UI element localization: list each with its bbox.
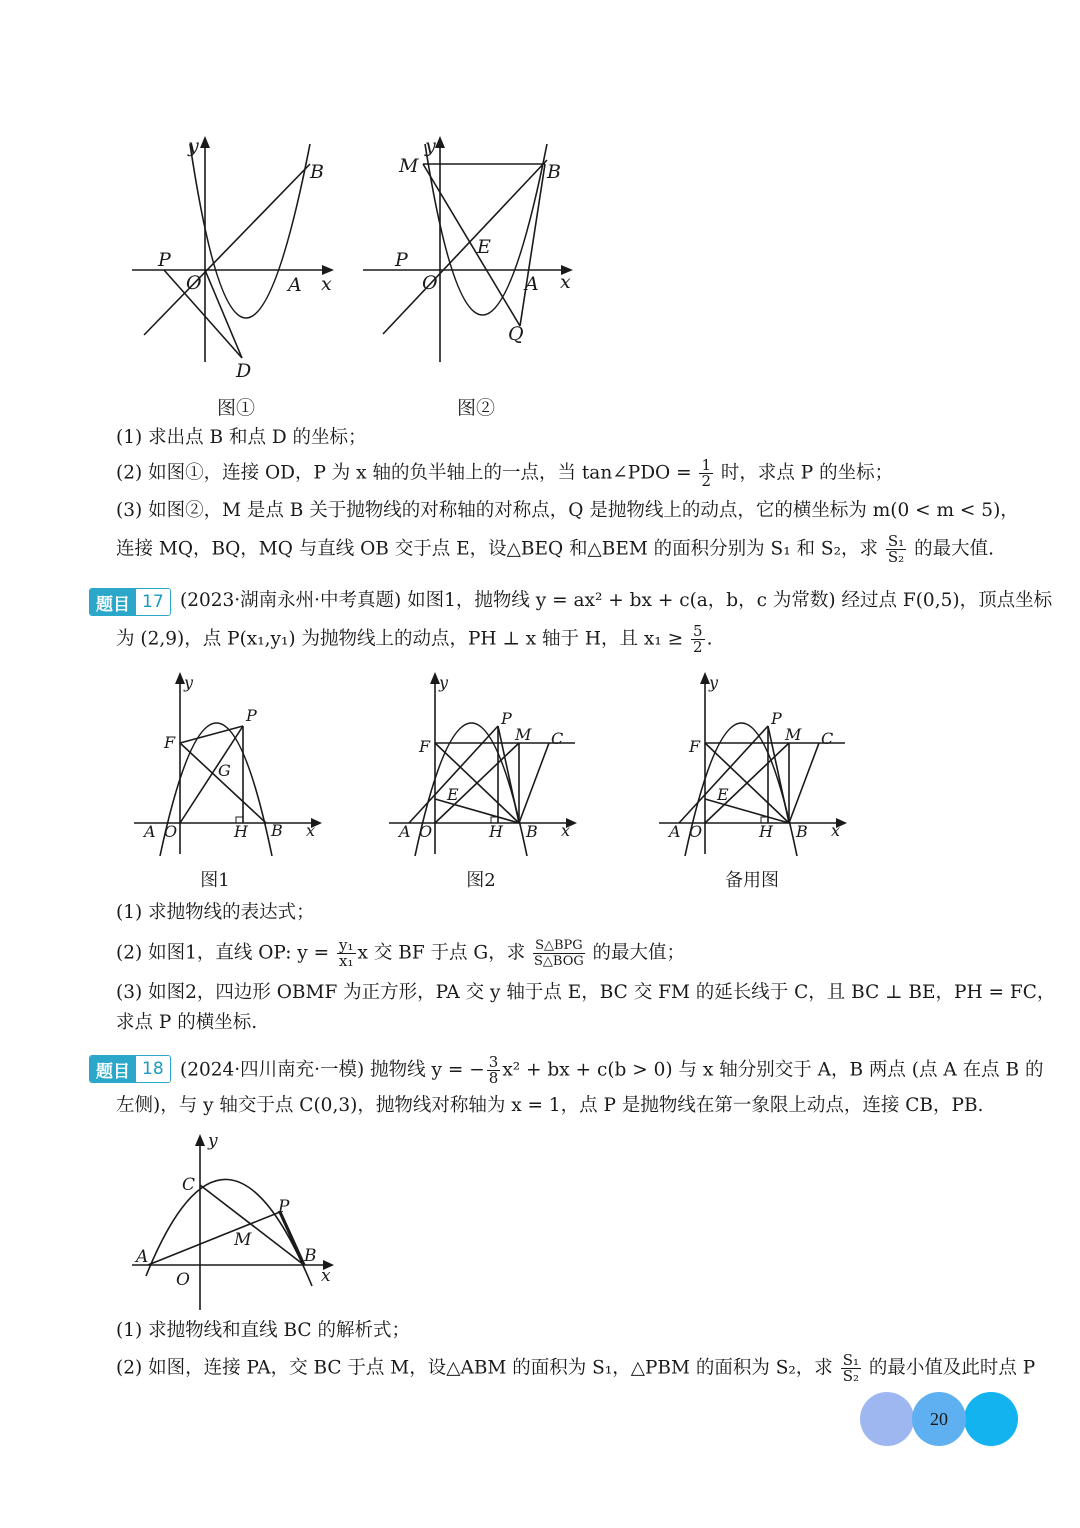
p16-q2: (2) 如图①，连接 OD，P 为 x 轴的负半轴上的一点，当 tan∠PDO = $\frac{1}{2}$ 时，求点 P 的坐标； [116,456,894,490]
label-O: O [186,272,202,294]
label-B: B [547,161,561,183]
label-P: P [395,249,408,271]
label-x: x [561,821,571,840]
label-B: B [304,1246,317,1266]
label-Q: Q [508,323,524,345]
label-O: O [689,822,703,841]
label-y: y [184,673,194,692]
label-E: E [477,236,491,258]
caption-fig-2: 图② [456,397,495,419]
label-A: A [669,822,681,841]
label-O: O [164,822,178,841]
label-G: G [218,761,231,780]
label-C: C [821,729,834,748]
p18-q2: (2) 如图，连接 PA，交 BC 于点 M，设△ABM 的面积为 S₁，△PBM 的面积为 S₂，求 $\frac{\text{S₁}}{\text{S₂}}$ 的最小值及此时点 P [116,1351,1036,1385]
label-E: E [717,785,729,804]
label-M: M [234,1230,252,1250]
label-A: A [136,1247,149,1267]
segment-MQ [423,164,520,326]
p18-line1: (2024·四川南充·一模) 抛物线 y = − $\frac{3}{8}$ x² + bx + c(b > 0) 与 x 轴分别交于 A，B 两点 (点 A 在点 B 的 [180,1053,1044,1087]
label-x: x [321,273,332,295]
segment-PB [280,1212,304,1265]
label-x: x [831,821,841,840]
label-M: M [399,155,419,177]
figure-17-2 [385,668,585,860]
label-A: A [525,273,539,295]
label-H: H [489,822,503,841]
label-B: B [526,822,538,841]
label-M: M [785,725,802,744]
figure-17-1 [130,668,330,860]
label-P: P [278,1197,290,1217]
p17-line1: (2023·湖南永州·中考真题) 如图1，抛物线 y = ax² + bx + c(a，b，c 为常数) 经过点 F(0,5)，顶点坐标 [180,590,1053,611]
label-O: O [419,822,433,841]
segment-BQ [520,164,545,326]
label-D: D [236,360,252,382]
label-B: B [796,822,808,841]
figure-18 [128,1128,343,1314]
label-O: O [176,1270,190,1290]
page-number-badge [860,1390,1020,1446]
label-H: H [234,822,248,841]
label-y: y [208,1131,218,1151]
label-x: x [321,1266,331,1286]
segment-BC [789,743,819,823]
label-y: y [425,135,436,157]
label-P: P [246,706,257,725]
label-B: B [310,161,324,183]
p18-line2: 左侧)，与 y 轴交于点 C(0,3)，抛物线对称轴为 x = 1，点 P 是抛物线在第一象限上动点，连接 CB，PB. [116,1095,984,1116]
label-P: P [501,709,512,728]
caption-f17-3: 备用图 [725,870,779,891]
label-F: F [689,737,701,756]
caption-f17-2: 图2 [466,870,496,891]
label-y: y [188,135,199,157]
segment-PD [164,270,242,358]
p17-line2: 为 (2,9)，点 P(x₁,y₁) 为抛物线上的动点，PH ⊥ x 轴于 H，且 x₁ ≥ $\frac{5}{2}$ . [116,622,713,656]
label-P: P [771,709,782,728]
label-B: B [271,821,283,840]
segment-PA [148,1212,280,1265]
problem-18-tag: 题目 18 [89,1055,171,1083]
figure-2 [355,130,585,390]
p17-q3-line1: (3) 如图2，四边形 OBMF 为正方形，PA 交 y 轴于点 E，BC 交 FM 的延长线于 C，且 BC ⊥ BE，PH = FC， [116,982,1056,1003]
label-A: A [288,274,302,296]
p17-q1: (1) 求抛物线的表达式； [116,902,315,923]
label-P: P [158,249,171,271]
p16-q3-line2: 连接 MQ，BQ，MQ 与直线 OB 交于点 E，设△BEQ 和△BEM 的面积分别为 S₁ 和 S₂，求 $\frac{\text{S₁}}{\text{S₂}}$ 的最大值. [116,532,994,566]
label-M: M [515,725,532,744]
p16-q1: (1) 求出点 B 和点 D 的坐标； [116,427,367,448]
label-A: A [399,822,411,841]
page-number: 20 [912,1392,966,1446]
label-x: x [560,271,571,293]
p17-q3-line2: 求点 P 的横坐标. [116,1012,258,1033]
label-x: x [306,821,316,840]
label-y: y [709,673,719,692]
label-O: O [422,272,438,294]
label-A: A [144,822,156,841]
figure-1 [120,130,350,390]
segment-BC [519,743,549,823]
caption-f17-1: 图1 [200,870,230,891]
problem-17-tag: 题目 17 [89,588,171,616]
label-F: F [164,733,176,752]
label-C: C [182,1175,196,1195]
caption-fig-1: 图① [216,397,255,419]
label-F: F [419,737,431,756]
label-C: C [551,729,564,748]
label-H: H [759,822,773,841]
p18-q1: (1) 求抛物线和直线 BC 的解析式； [116,1320,410,1341]
label-E: E [447,785,459,804]
p17-q2: (2) 如图1，直线 OP: y = $\frac{\text{y₁}}{\text{x₁}}$ x 交 BF 于点 G，求 $\frac{\text{S△BPG}}{\text{S△BOG}}$ 的最大值； [116,936,686,970]
figure-17-3 [655,668,855,860]
label-y: y [439,673,449,692]
p16-q3-line1: (3) 如图②，M 是点 B 关于抛物线的对称轴的对称点，Q 是抛物线上的动点，它的横坐标为 m(0 < m < 5)， [116,500,1019,521]
